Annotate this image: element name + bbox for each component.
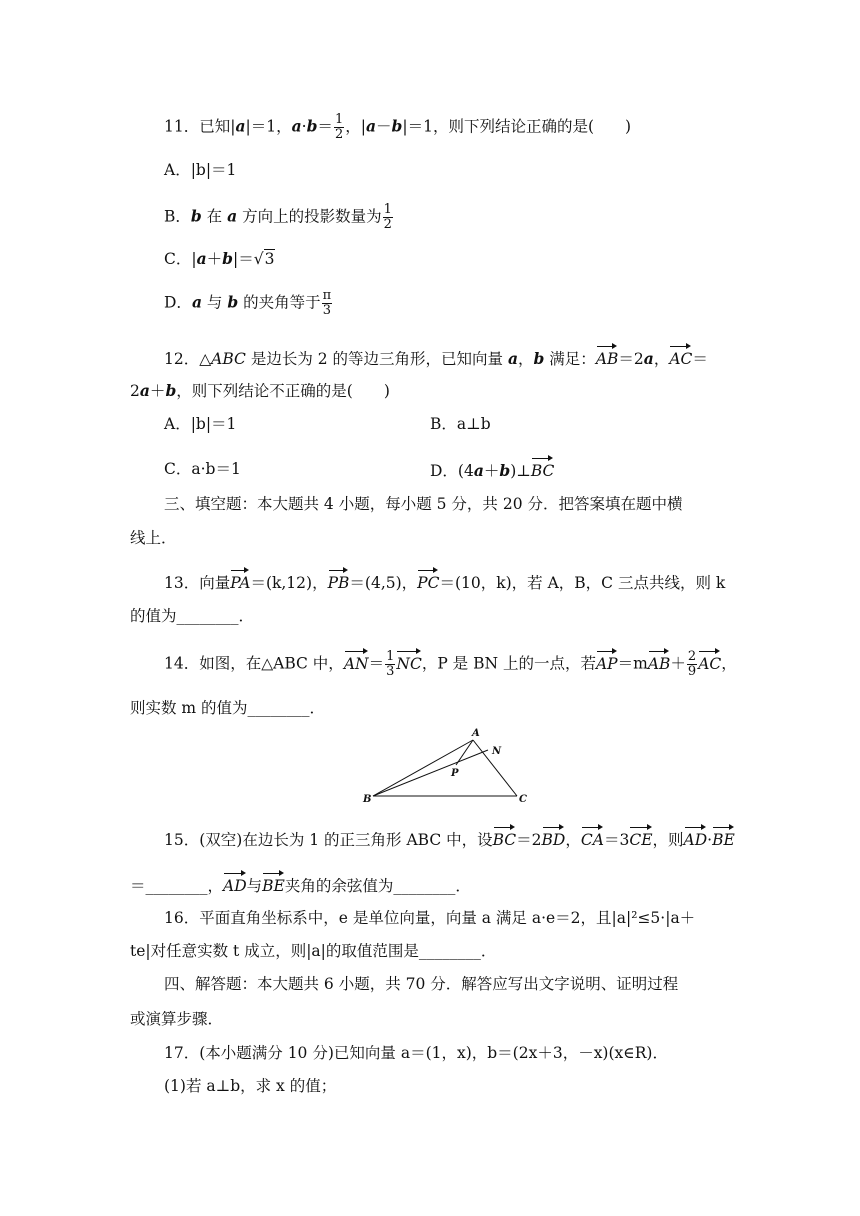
q11-option-a: A．|b|＝1	[164, 161, 237, 179]
q12-option-d	[430, 458, 554, 482]
vector-ad: AD	[223, 873, 247, 897]
vector-ce: CE	[629, 827, 652, 851]
fraction	[385, 650, 395, 679]
vector-ac: AC	[698, 651, 721, 675]
text: 15．(双空)在边长为 1 的正三角形 ABC 中，设	[164, 831, 493, 849]
label-c: C	[519, 794, 527, 805]
vector-be: BE	[262, 873, 285, 897]
vec-a: a	[235, 116, 246, 136]
frac-den: 2	[383, 217, 392, 232]
q13-stem-cont: 的值为________．	[130, 607, 255, 625]
vec-b: b	[222, 249, 233, 268]
text: ＝(10，k)，若 A，B，C 三点共线，则 k	[439, 574, 726, 592]
text: 2	[130, 382, 140, 400]
text: ＝m	[617, 654, 648, 673]
text: 满足：	[544, 350, 596, 368]
label-n: N	[492, 746, 502, 757]
vec-a: a	[191, 292, 202, 312]
vec-b: b	[227, 292, 239, 312]
q12-option-a: A．|b|＝1	[164, 415, 237, 433]
vector-pc: PC	[417, 570, 439, 594]
vec-a: a	[507, 349, 519, 368]
eq: ＝	[368, 654, 385, 673]
text: ，P 是 BN 上的一点，若	[421, 654, 596, 673]
vector-pb: PB	[328, 570, 350, 594]
option-label: D．(4	[430, 462, 474, 480]
text: 与	[246, 877, 263, 895]
vec-b: b	[190, 206, 202, 226]
fraction	[687, 650, 697, 679]
frac-den: 3	[322, 303, 332, 318]
option-label: C．|	[164, 250, 197, 268]
q14-stem-cont: 则实数 m 的值为________．	[130, 699, 326, 717]
q11-option-d	[164, 289, 730, 318]
text: ＝(4,5)，	[349, 574, 418, 592]
text: 在	[201, 207, 228, 226]
frac-num: 2	[687, 649, 697, 664]
vector-nc: NC	[396, 651, 421, 675]
eq: ＝	[317, 117, 333, 136]
section4-heading: 四、解答题：本大题共 6 小题，共 70 分．解答应写出文字说明、证明过程	[164, 975, 679, 993]
sqrt-value: 3	[264, 250, 275, 268]
label-b: B	[363, 794, 372, 805]
sqrt-icon: √	[253, 250, 264, 268]
frac-den: 3	[386, 664, 395, 679]
option-label: D．	[164, 293, 192, 312]
segment-ap	[456, 740, 473, 765]
vector-ac: AC	[669, 346, 692, 370]
section4-heading-cont: 或演算步骤．	[130, 1010, 224, 1028]
vec-a: a	[365, 116, 376, 136]
fraction	[383, 203, 393, 232]
vec-a: a	[643, 349, 654, 368]
section3-heading-cont: 线上．	[130, 529, 177, 547]
text: ，则	[652, 831, 684, 849]
q11-option-b	[164, 203, 730, 232]
plus: ＋	[206, 250, 223, 268]
text: ，	[565, 831, 581, 849]
text: 13．向量	[164, 574, 231, 592]
text: ＝	[692, 350, 708, 368]
q11-option-c	[164, 248, 730, 270]
vec-b: b	[499, 461, 511, 480]
q15-stem	[164, 827, 735, 851]
plus: ＋	[670, 654, 686, 673]
q11-text: ，|	[345, 117, 366, 136]
dot: ·	[707, 831, 713, 849]
vector-bc: BC	[493, 827, 517, 851]
vec-b: b	[306, 116, 318, 136]
vec-a: a	[227, 206, 238, 226]
fraction	[334, 113, 344, 142]
q11-text: |＝1，	[245, 117, 292, 136]
text: ＝3	[603, 831, 630, 849]
text: 是边长为 2 的等边三角形，已知向量	[245, 350, 508, 368]
text: 与	[201, 293, 228, 312]
vec-b: b	[533, 349, 545, 368]
q11-text: 11．已知|	[164, 117, 236, 136]
q17-stem: 17．(本小题满分 10 分)已知向量 a＝(1，x)，b＝(2x＋3，－x)(x∈R)．	[164, 1044, 668, 1062]
option-label: B．	[164, 207, 191, 226]
text: ，	[653, 350, 670, 368]
frac-num: 1	[334, 112, 344, 127]
q16-stem: 16．平面直角坐标系中，e 是单位向量，向量 a 满足 a·e＝2，且|a|²≤5·|a＋	[164, 909, 696, 927]
vector-bd: BD	[542, 827, 566, 851]
frac-den: 2	[334, 127, 344, 142]
q12-option-b: B．a⊥b	[430, 415, 491, 433]
label-a: A	[472, 728, 480, 739]
vector-ca: CA	[581, 827, 604, 851]
vec-a: a	[196, 249, 207, 268]
vector-an: AN	[344, 651, 369, 675]
q17-part1: (1)若 a⊥b，求 x 的值；	[164, 1077, 337, 1095]
text: ＝(k,12)，	[250, 574, 328, 592]
plus: ＋	[483, 462, 500, 480]
vector-pa: PA	[230, 570, 250, 594]
dot: ·	[301, 117, 307, 136]
vec-a: a	[291, 116, 302, 136]
q13-stem	[164, 570, 730, 594]
text: 14．如图，在△ABC 中，	[164, 654, 344, 673]
triangle-figure	[355, 724, 535, 809]
segment-bn	[373, 750, 488, 796]
vector-ap: AP	[596, 651, 618, 675]
text: ，	[518, 350, 534, 368]
frac-num: π	[322, 288, 332, 303]
q11-text: |＝1，则下列结论正确的是( )	[402, 117, 632, 136]
q12-option-c: C．a·b＝1	[164, 460, 241, 478]
label-p: P	[451, 768, 459, 779]
text: ＝2	[618, 350, 644, 368]
vec-a: a	[473, 461, 484, 480]
triangle-abc: ABC	[211, 350, 246, 368]
fraction	[322, 289, 333, 318]
section3-heading: 三、填空题：本大题共 4 小题，每小题 5 分，共 20 分．把答案填在题中横	[164, 495, 683, 513]
text: ＝2	[516, 831, 542, 849]
frac-den: 9	[687, 664, 697, 679]
vec-b: b	[165, 381, 177, 400]
plus: ＋	[149, 382, 166, 400]
q16-stem-cont: te|对任意实数 t 成立，则|a|的取值范围是________．	[130, 942, 497, 960]
q11-stem	[164, 113, 730, 142]
vector-ab: AB	[648, 651, 671, 675]
q14-stem	[164, 649, 737, 679]
text: ，则下列结论不正确的是( )	[176, 382, 390, 400]
vector-bc: BC	[531, 458, 555, 482]
text: ＝________，	[130, 877, 224, 895]
vector-be: BE	[712, 827, 735, 851]
text: 夹角的余弦值为________．	[284, 877, 471, 895]
text: |＝	[233, 250, 254, 268]
q12-stem-line2	[130, 380, 730, 402]
frac-num: 1	[386, 649, 395, 664]
q12-stem-line1	[164, 346, 730, 370]
q15-stem-cont	[130, 873, 730, 897]
text: 12．△	[164, 350, 212, 368]
minus: －	[376, 117, 392, 136]
text: ，	[721, 654, 737, 673]
vec-b: b	[391, 116, 403, 136]
text: 的夹角等于	[238, 293, 321, 312]
text: )⊥	[510, 462, 531, 480]
frac-num: 1	[383, 202, 392, 217]
vector-ab: AB	[596, 346, 619, 370]
text: 方向上的投影数量为	[237, 207, 382, 226]
vec-a: a	[139, 381, 150, 400]
vector-ad: AD	[684, 827, 708, 851]
